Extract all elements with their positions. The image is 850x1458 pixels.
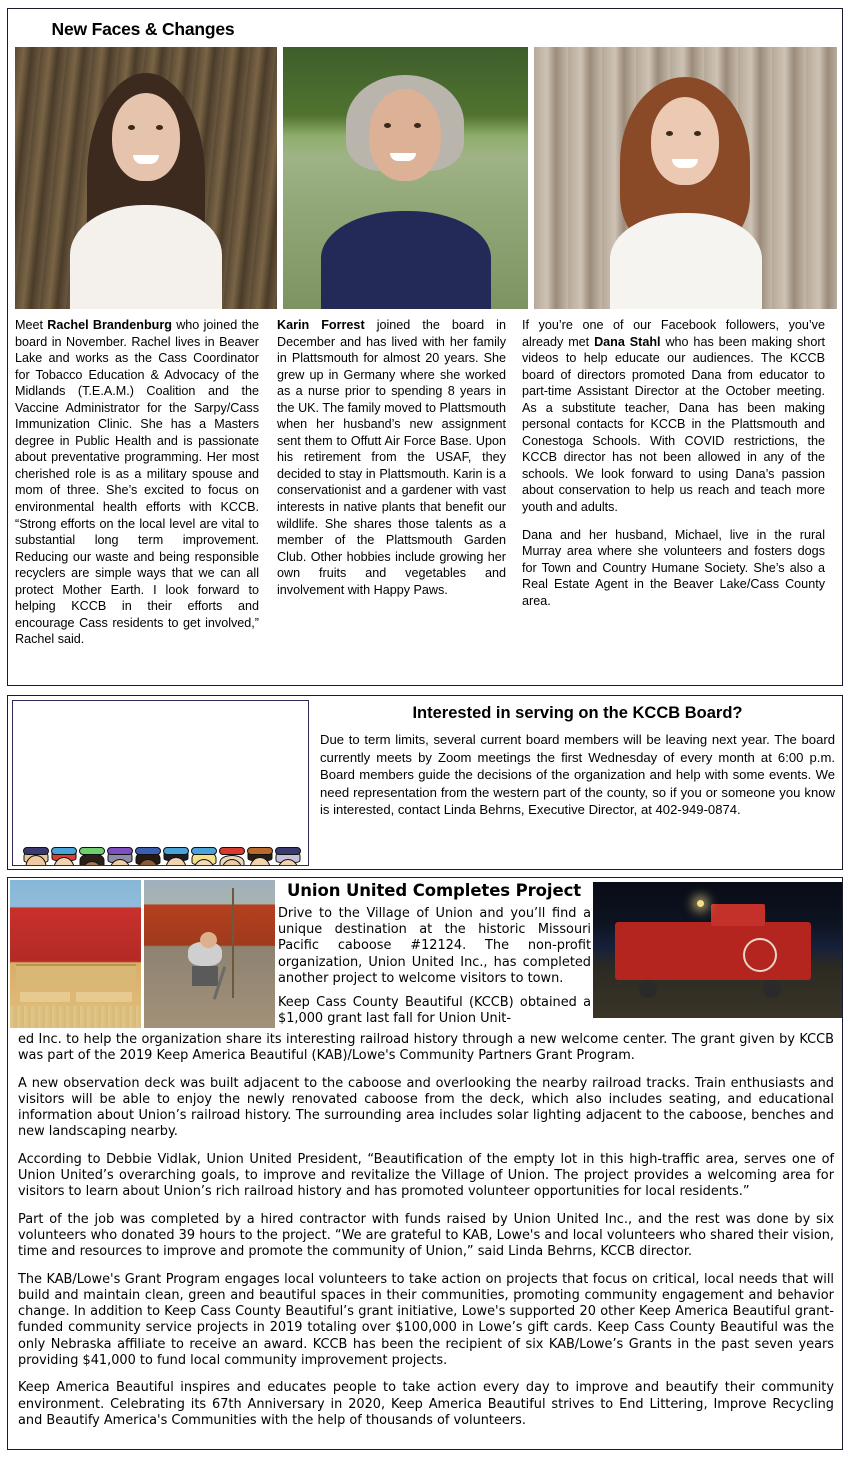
union-body-paragraph: Part of the job was completed by a hired contractor with funds raised by Union United Inc., and the rest was done by six volunteers who donated 39 hours to the project. “We are grateful to KAB, Lowe's and local volunteers who shared their vision, time and resources to improve and promote the community of Union,” said Linda Behrns, KCCB director.	[18, 1211, 834, 1260]
caboose-cupola	[711, 904, 765, 926]
bio-lead-plain: Meet	[15, 318, 48, 332]
bio-person-name: Karin Forrest	[277, 318, 365, 332]
section-kccb-board	[7, 695, 843, 870]
portrait-dana-stahl	[534, 47, 837, 309]
new-faces-text-columns	[15, 317, 837, 659]
bio-paragraph-dana-second: Dana and her husband, Michael, live in the rural Murray area where she volunteers and fosters dogs for Town and Country Humane Society. She’s also a Real Estate Agent in the Beaver Lake/Cass County area.	[522, 527, 825, 608]
volunteers-illustration	[12, 700, 309, 866]
new-faces-headline: New Faces & Changes	[8, 11, 278, 47]
bio-body-text: who joined the board in November. Rachel lives in Beaver Lake and works as the Cass Coordinator for Tobacco Education & Advocacy of the Midlands (T.E.A.M.) Coalition and the Vaccine Administrator for the Sarpy/Cass Immunization Clinic. She has a Masters degree in Public Health and is passionate about preventative programming. Her most cherished role is as a military spouse and mom of three. She’s excited to focus on environmental health efforts with KCCB. “Strong efforts on the local level are vital to substantial long term improvement. Reducing our waste and being responsible recyclers are simple ways that we can all protect Mother Earth. I look forward to helping KCCB in their efforts and encourage Cass residents to get involved,” Rachel said.	[15, 318, 259, 647]
eye-right	[156, 125, 163, 130]
caboose-wheel-right	[763, 980, 781, 998]
photo-caboose-night	[593, 882, 842, 1018]
kccb-board-body: Due to term limits, several current board members will be leaving next year. The board currently meets by Zoom meetings the first Wednesday of every month at 6:00 p.m. Board members guide the decisions of the organization and help with some events. We need representation from the western part of the county, so if you or someone you know is interested, contact Linda Behrns, Executive Director, at 402-949-0874.	[320, 732, 835, 818]
caboose-body	[615, 922, 811, 980]
smile-shape	[390, 153, 416, 161]
bio-paragraph-karin	[277, 317, 506, 598]
section-union-united	[7, 877, 843, 1450]
portrait-karin-forrest	[283, 47, 528, 309]
bio-person-name: Rachel Brandenburg	[47, 318, 172, 332]
eye-right	[414, 123, 421, 128]
deck-rail	[16, 964, 136, 988]
face-shape	[651, 97, 719, 185]
kccb-board-panel	[311, 696, 844, 871]
bio-column-rachel	[15, 317, 277, 659]
union-united-intro	[278, 906, 591, 1035]
union-intro-paragraph-1: Drive to the Village of Union and you’ll find a unique destination at the historic Missouri Pacific caboose #12124. The non-profit organization, Union United Inc., has completed another project to welcome visitors to town.	[278, 906, 591, 986]
torso-shape	[70, 205, 222, 309]
union-intro-paragraph-2: Keep Cass County Beautiful (KCCB) obtained a $1,000 grant last fall for Union Unit-	[278, 995, 591, 1027]
eye-left	[128, 125, 135, 130]
union-body-paragraph: A new observation deck was built adjacent to the caboose and overlooking the nearby railroad tracks. Train enthusiasts and visitors will be able to enjoy the newly renovated caboose from the deck, which also includes seating, and educational information about Union’s railroad history. The surrounding area includes solar lighting adjacent to the caboose, benches and new landscaping nearby.	[18, 1075, 834, 1140]
bio-paragraph-rachel	[15, 317, 259, 648]
union-body-paragraph: Keep America Beautiful inspires and educates people to take action every day to improve and beautify their community environment. Celebrating its 67th Anniversary in 2020, Keep America Beautiful strives to End Littering, Improve Recycling and Beautify America's Communities with the help of thousands of volunteers.	[18, 1380, 834, 1428]
caboose-wheel-left	[639, 980, 657, 998]
bio-body-text: who has been making short videos to help educate our audiences. The KCCB board of directors promoted Dana from educator to part-time Assistant Director at the October meeting. As a substitute teacher, Dana has been making personal contacts for KCCB in the Plattsmouth and Conestoga Schools. With COVID restrictions, the KCCB director has not been allowed in any of the schools. We look forward to using Dana’s passion about conservation to help us reach and teach more youth and adults.	[522, 334, 826, 515]
volunteers-figures	[20, 709, 302, 857]
section-new-faces	[7, 8, 843, 686]
union-body-paragraph: The KAB/Lowe's Grant Program engages local volunteers to take action on projects that focus on critical, local needs that will build and maintain clean, green and beautiful spaces in their communities, promoting community engagement and behavior change. In addition to Keep Cass County Beautiful’s grant initiative, Lowe's supported 20 other Keep America Beautiful grant-funded community service projects in 2019 totaling over $100,000 in Lowe’s gift cards. Keep Cass County Beautiful was the only Nebraska affiliate to receive an award. KCCB has been the recipient of six KAB/Lowe’s Grants in the past seven years providing $41,000 to fund local community improvement projects.	[18, 1271, 834, 1369]
union-body-paragraph: ed Inc. to help the organization share its interesting railroad history through a new welcome center. The grant given by KCCB was part of the 2019 Keep America Beautiful (KAB)/Lowe's Community Partners Grant Program.	[18, 1032, 834, 1064]
union-united-body	[12, 1032, 840, 1429]
sapling-trunk	[232, 888, 234, 998]
bio-body-text: joined the board in December and has lived with her family in Plattsmouth for almost 20 years. She grew up in Germany where she worked as a nurse prior to spending 8 years in the UK. The family moved to Plattsmouth when her husband’s new assignment sent them to Offutt Air Force Base. Upon his retirement from the USAF, they decided to stay in Plattsmouth. Karin is a conservationist and a gardener with vast interests in native plants that benefit our wildlife. She shares those talents as a member of the Plattsmouth Garden Club. Other hobbies include growing her own fruits and vegetables and involvement with Happy Paws.	[277, 318, 506, 597]
bio-column-dana	[522, 317, 825, 659]
eye-left	[384, 123, 391, 128]
bio-person-name: Dana Stahl	[594, 334, 661, 349]
volunteer-head	[200, 932, 217, 948]
bio-paragraph-dana	[522, 317, 825, 516]
torso-shape	[610, 213, 762, 309]
new-faces-photo-row	[15, 47, 837, 309]
face-shape	[112, 93, 180, 181]
street-light	[697, 900, 704, 907]
deck-bench-left	[20, 992, 70, 1002]
kccb-board-title: Interested in serving on the KCCB Board?	[412, 704, 743, 722]
union-united-top	[8, 878, 844, 1030]
photo-caboose-deck	[10, 880, 141, 1028]
eye-left	[666, 131, 673, 136]
union-united-headline: Union United Completes Project	[286, 881, 582, 900]
volunteer-shorts	[192, 966, 218, 986]
deck-bench-right	[76, 992, 132, 1002]
deck-floor	[10, 1006, 141, 1028]
bio-column-karin	[277, 317, 522, 659]
torso-shape	[321, 211, 491, 309]
eye-right	[694, 131, 701, 136]
photo-volunteer-planting	[144, 880, 275, 1028]
union-body-paragraph: According to Debbie Vidlak, Union United President, “Beautification of the empty lot in this high-traffic area, serves one of Union United’s overarching goals, to improve and revitalize the Village of Union. The project provides a welcoming area for visitors to learn about Union’s rich railroad history and has promoted volunteer opportunities for local residents.”	[18, 1151, 834, 1200]
bio-lead-plain: If you’re one of our Facebook followers, you’ve already met	[522, 318, 825, 349]
portrait-rachel-brandenburg	[15, 47, 277, 309]
face-shape	[369, 89, 441, 181]
caboose-logo	[743, 938, 777, 972]
